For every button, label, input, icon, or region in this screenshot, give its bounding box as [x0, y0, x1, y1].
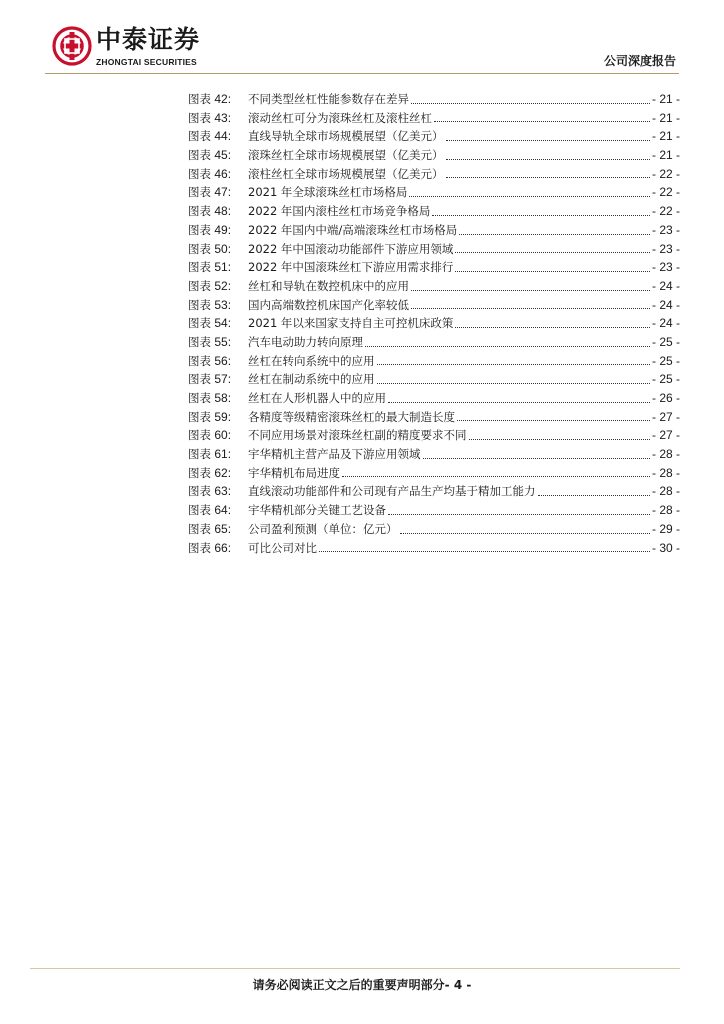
figure-page: - 28 -	[651, 484, 680, 499]
toc-entry[interactable]	[188, 277, 680, 296]
figure-page: - 28 -	[651, 447, 680, 462]
figure-list	[188, 90, 680, 557]
figure-number: 图表 61:	[188, 447, 232, 462]
figure-number: 图表 50:	[188, 241, 232, 256]
toc-entry[interactable]	[188, 146, 680, 165]
header-divider	[45, 73, 679, 74]
figure-page: - 21 -	[651, 129, 680, 144]
figure-title: 直线滚动功能部件和公司现有产品生产均基于精加工能力	[248, 484, 536, 499]
figure-number: 图表 65:	[188, 521, 232, 536]
toc-entry[interactable]	[188, 408, 680, 427]
figure-number: 图表 62:	[188, 465, 232, 480]
toc-entry[interactable]	[188, 445, 680, 464]
toc-entry[interactable]	[188, 109, 680, 128]
toc-entry[interactable]	[188, 221, 680, 240]
figure-number: 图表 53:	[188, 297, 232, 312]
figure-title: 公司盈利预测（单位：亿元）	[248, 521, 398, 536]
figure-number: 图表 42:	[188, 92, 232, 106]
figure-page: - 24 -	[651, 316, 680, 331]
figure-page: - 28 -	[651, 503, 680, 518]
figure-number: 图表 64:	[188, 503, 232, 518]
toc-entry[interactable]	[188, 539, 680, 558]
dot-leader	[459, 233, 650, 235]
toc-entry[interactable]	[188, 426, 680, 445]
dot-leader	[365, 345, 650, 347]
dot-leader	[400, 532, 650, 534]
figure-title: 宇华精机主营产品及下游应用领域	[248, 447, 421, 462]
toc-entry[interactable]	[188, 127, 680, 146]
figure-page: - 24 -	[651, 278, 680, 293]
toc-entry[interactable]	[188, 314, 680, 333]
footer-disclaimer: 请务必阅读正文之后的重要声明部分	[252, 978, 445, 992]
figure-page: - 25 -	[651, 372, 680, 387]
figure-number: 图表 55:	[188, 334, 232, 349]
dot-leader	[432, 214, 650, 216]
figure-number: 图表 44:	[188, 129, 232, 144]
toc-entry[interactable]	[188, 183, 680, 202]
footer-divider	[30, 968, 680, 969]
figure-title: 2022 年中国滚动功能部件下游应用领域	[248, 241, 454, 256]
page-header	[0, 0, 724, 80]
toc-entry[interactable]	[188, 258, 680, 277]
figure-title: 丝杠在转向系统中的应用	[248, 353, 375, 368]
figure-number: 图表 46:	[188, 166, 232, 181]
figure-page: - 25 -	[651, 334, 680, 349]
dot-leader	[342, 475, 650, 477]
figure-page: - 22 -	[651, 204, 680, 219]
figure-page: - 23 -	[651, 241, 680, 256]
toc-entry[interactable]	[188, 482, 680, 501]
figure-page: - 29 -	[651, 521, 680, 536]
dot-leader	[319, 550, 650, 552]
figure-title: 2021 年全球滚珠丝杠市场格局	[248, 185, 408, 200]
figure-title: 2022 年国内中端/高端滚珠丝杠市场格局	[248, 222, 458, 237]
zhongtai-logo-icon	[52, 26, 92, 66]
footer-page-number: - 4 -	[444, 978, 472, 992]
dot-leader	[469, 438, 650, 440]
figure-title: 汽车电动助力转向原理	[248, 334, 363, 349]
figure-page: - 23 -	[651, 222, 680, 237]
figure-page: - 28 -	[651, 465, 680, 480]
dot-leader	[446, 139, 650, 141]
figure-title: 2022 年国内滚柱丝杠市场竞争格局	[248, 204, 431, 219]
figure-page: - 27 -	[651, 409, 680, 424]
figure-page: - 21 -	[651, 110, 680, 125]
figure-title: 丝杠在人形机器人中的应用	[248, 391, 386, 405]
dot-leader	[434, 120, 650, 122]
figure-title: 不同应用场景对滚珠丝杠副的精度要求不同	[248, 428, 467, 443]
toc-entry[interactable]	[188, 352, 680, 371]
figure-number: 图表 51:	[188, 260, 232, 275]
dot-leader	[455, 270, 650, 272]
company-name-en: ZHONGTAI SECURITIES	[96, 57, 197, 67]
toc-entry[interactable]	[188, 464, 680, 483]
dot-leader	[446, 176, 650, 178]
figure-title: 2021 年以来国家支持自主可控机床政策	[248, 316, 454, 331]
toc-entry[interactable]	[188, 501, 680, 520]
dot-leader	[377, 363, 650, 365]
dot-leader	[388, 513, 650, 515]
page-footer	[0, 978, 724, 992]
toc-entry[interactable]	[188, 165, 680, 184]
figure-title: 不同类型丝杠性能参数存在差异	[248, 92, 409, 106]
figure-page: - 24 -	[651, 297, 680, 312]
figure-title: 丝杠和导轨在数控机床中的应用	[248, 278, 409, 293]
figure-number: 图表 66:	[188, 540, 232, 555]
figure-title: 滚柱丝杠全球市场规模展望（亿美元）	[248, 166, 444, 181]
toc-entry[interactable]	[188, 370, 680, 389]
toc-entry[interactable]	[188, 389, 680, 408]
figure-number: 图表 60:	[188, 428, 232, 443]
figure-page: - 21 -	[651, 92, 680, 106]
dot-leader	[455, 251, 650, 253]
figure-number: 图表 49:	[188, 222, 232, 237]
dot-leader	[411, 102, 650, 104]
figure-title: 滚珠丝杠全球市场规模展望（亿美元）	[248, 148, 444, 163]
dot-leader	[538, 494, 650, 496]
figure-title: 滚动丝杠可分为滚珠丝杠及滚柱丝杠	[248, 110, 432, 125]
figure-number: 图表 48:	[188, 204, 232, 219]
toc-entry[interactable]	[188, 333, 680, 352]
figure-page: - 22 -	[651, 185, 680, 200]
figure-page: - 30 -	[651, 540, 680, 555]
figure-page: - 23 -	[651, 260, 680, 275]
figure-number: 图表 47:	[188, 185, 232, 200]
dot-leader	[377, 382, 650, 384]
dot-leader	[455, 326, 650, 328]
figure-number: 图表 59:	[188, 409, 232, 424]
company-name-cn: 中泰证券	[96, 25, 201, 54]
figure-number: 图表 45:	[188, 148, 232, 163]
dot-leader	[423, 457, 650, 459]
figure-number: 图表 57:	[188, 372, 232, 387]
dot-leader	[411, 307, 650, 309]
dot-leader	[446, 158, 650, 160]
toc-entry[interactable]	[188, 202, 680, 221]
figure-title: 各精度等级精密滚珠丝杠的最大制造长度	[248, 409, 455, 424]
toc-entry[interactable]	[188, 520, 680, 539]
figure-number: 图表 43:	[188, 110, 232, 125]
figure-title: 丝杠在制动系统中的应用	[248, 372, 375, 387]
figure-title: 宇华精机部分关键工艺设备	[248, 503, 386, 518]
figure-page: - 21 -	[651, 148, 680, 163]
report-type: 公司深度报告	[603, 54, 676, 68]
figure-number: 图表 63:	[188, 484, 232, 499]
dot-leader	[411, 289, 650, 291]
figure-number: 图表 56:	[188, 353, 232, 368]
dot-leader	[388, 401, 650, 403]
toc-entry[interactable]	[188, 296, 680, 315]
figure-title: 直线导轨全球市场规模展望（亿美元）	[248, 129, 444, 144]
figure-page: - 27 -	[651, 428, 680, 443]
figure-title: 可比公司对比	[248, 540, 317, 555]
figure-page: - 26 -	[651, 391, 680, 405]
figure-number: 图表 52:	[188, 278, 232, 293]
figure-title: 2022 年中国滚珠丝杠下游应用需求排行	[248, 260, 454, 275]
figure-title: 国内高端数控机床国产化率较低	[248, 297, 409, 312]
figure-page: - 25 -	[651, 353, 680, 368]
figure-title: 宇华精机布局进度	[248, 465, 340, 480]
figure-number: 图表 58:	[188, 391, 232, 405]
dot-leader	[409, 195, 650, 197]
toc-entry[interactable]	[188, 240, 680, 259]
figure-page: - 22 -	[651, 166, 680, 181]
figure-number: 图表 54:	[188, 316, 232, 331]
dot-leader	[457, 419, 650, 421]
toc-entry[interactable]	[188, 90, 680, 109]
